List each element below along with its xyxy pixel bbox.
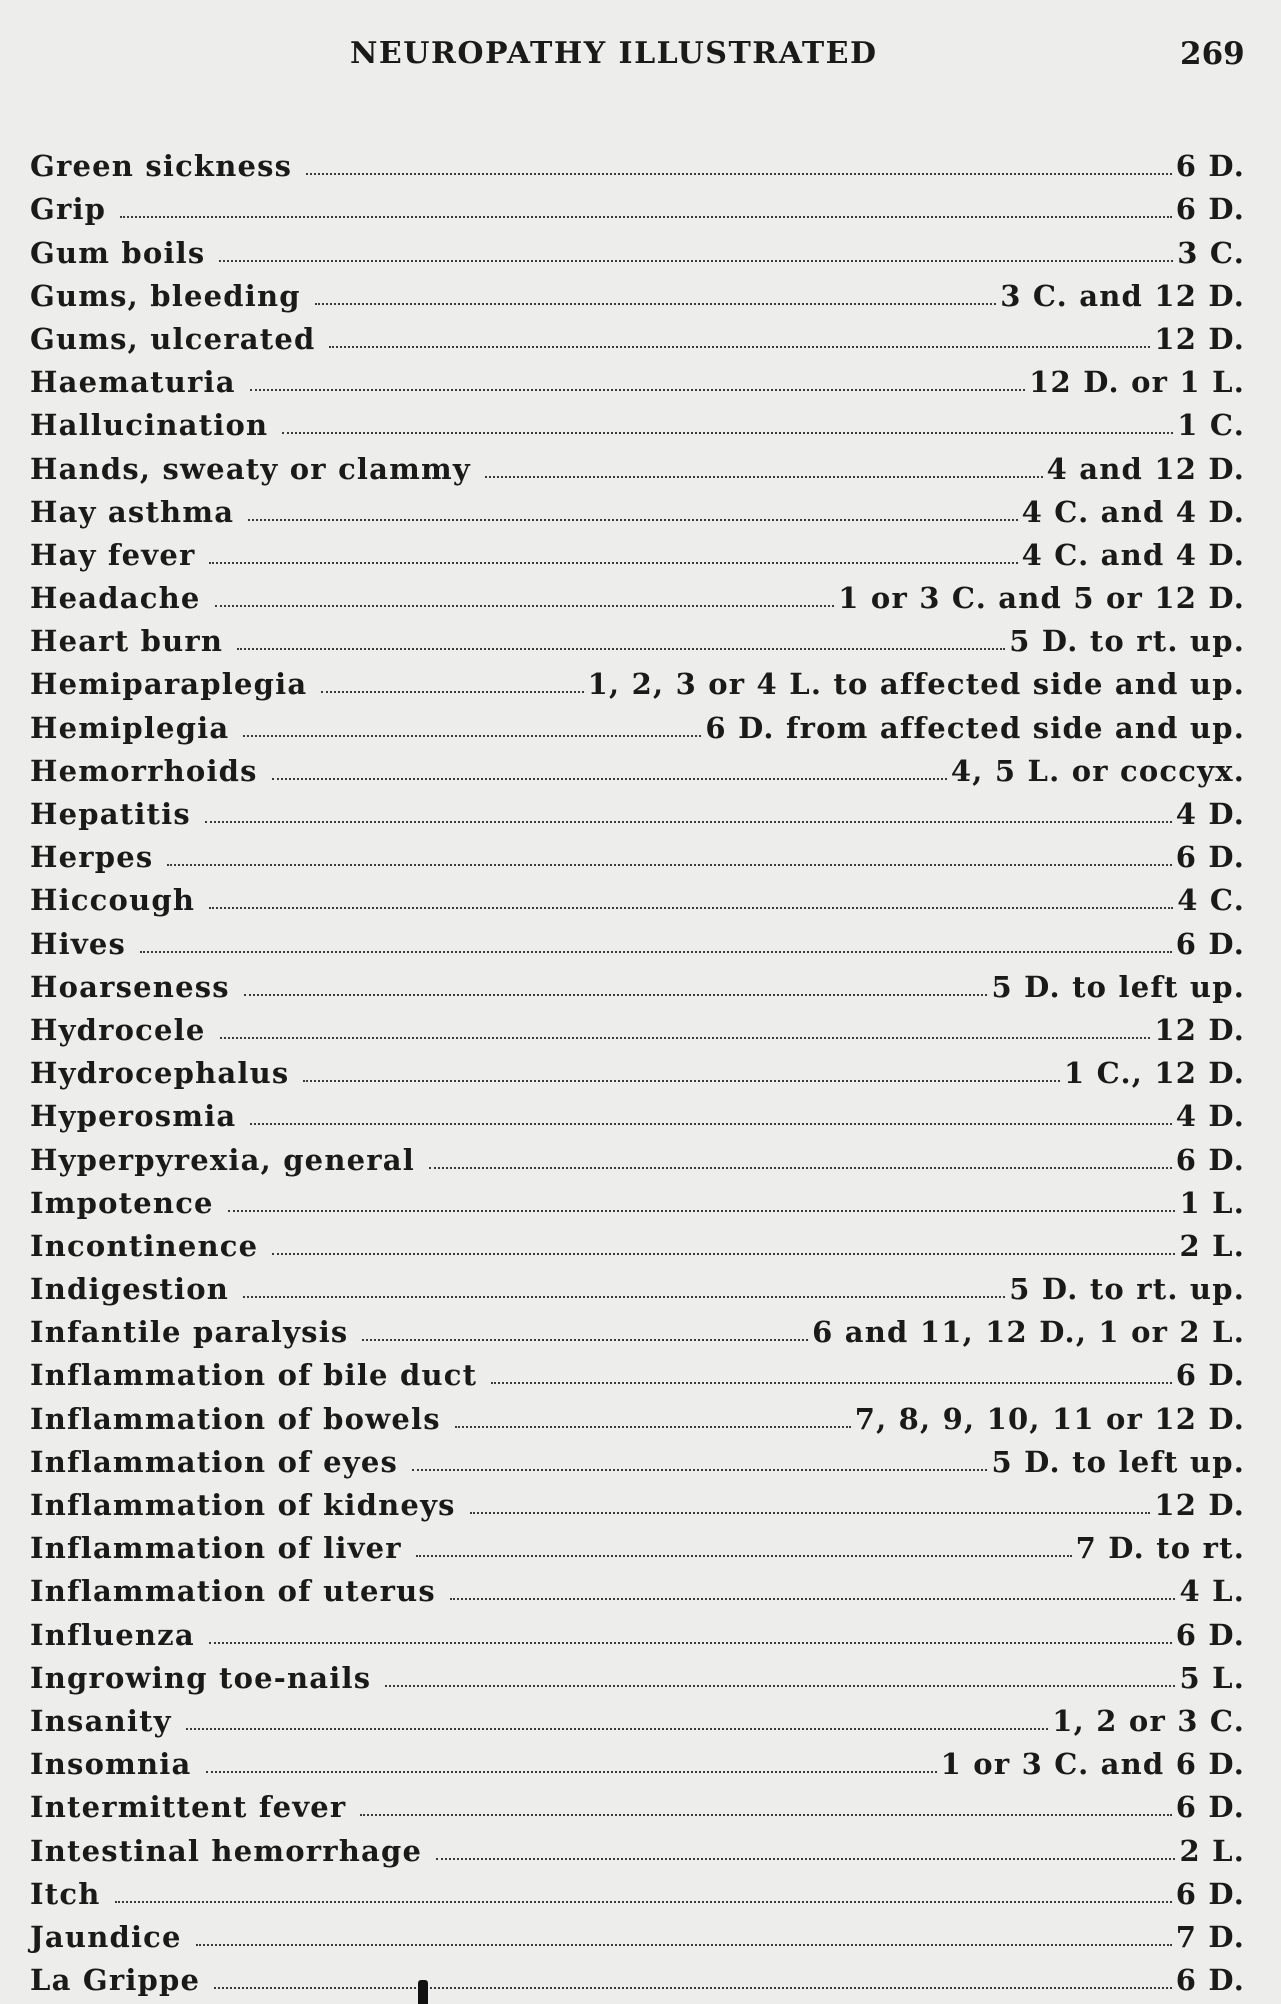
index-entry [30, 1911, 1245, 1954]
entry-term: Impotence [30, 1185, 214, 1220]
entry-treatment: 12 D. [1154, 1012, 1245, 1047]
index-entry [30, 1004, 1245, 1047]
index-entry [30, 140, 1245, 183]
entry-term: Hands, sweaty or clammy [30, 451, 471, 486]
dot-leader [243, 735, 701, 737]
entry-treatment: 7, 8, 9, 10, 11 or 12 D. [854, 1401, 1245, 1436]
entry-term: Inflammation of kidneys [30, 1488, 456, 1522]
entry-treatment: 12 D. or 1 L. [1029, 365, 1245, 400]
entry-treatment: 6 D. [1175, 1142, 1245, 1177]
dot-leader [329, 346, 1150, 348]
dot-leader [306, 173, 1171, 175]
dot-leader [491, 1382, 1171, 1384]
index-entries [30, 140, 1245, 1997]
running-title: NEUROPATHY ILLUSTRATED [350, 36, 878, 71]
index-entry [30, 1522, 1245, 1565]
dot-leader [470, 1512, 1151, 1514]
dot-leader [167, 864, 1171, 866]
entry-treatment: 6 D. [1175, 149, 1245, 184]
entry-treatment: 4 and 12 D. [1046, 451, 1245, 486]
dot-leader [209, 1642, 1172, 1644]
entry-treatment: 5 D. to rt. up. [1009, 624, 1245, 659]
dot-leader [455, 1426, 851, 1428]
index-entry [30, 1868, 1245, 1911]
index-entry [30, 529, 1245, 572]
entry-treatment: 6 D. [1175, 1358, 1245, 1393]
index-entry [30, 1090, 1245, 1133]
dot-leader [248, 519, 1017, 521]
entry-term: Inflammation of uterus [30, 1574, 436, 1609]
entry-term: Inflammation of bowels [30, 1401, 441, 1436]
dot-leader [360, 1814, 1171, 1816]
entry-treatment: 4, 5 L. or coccyx. [950, 753, 1245, 788]
entry-term: Herpes [30, 840, 154, 875]
entry-term: La Grippe [30, 1963, 201, 1998]
index-entry [30, 399, 1245, 442]
entry-treatment: 4 C. and 4 D. [1021, 494, 1245, 529]
index-entry [30, 788, 1245, 831]
entry-term: Green sickness [30, 149, 293, 184]
entry-treatment: 1 or 3 C. and 6 D. [940, 1747, 1245, 1782]
page-header [0, 36, 1281, 76]
dot-leader [237, 648, 1005, 650]
entry-term: Gums, bleeding [30, 278, 301, 313]
dot-leader [120, 216, 1172, 218]
page-number: 269 [1180, 36, 1245, 72]
index-entry [30, 1306, 1245, 1349]
index-entry [30, 1047, 1245, 1090]
dot-leader [282, 432, 1173, 434]
entry-treatment: 2 L. [1179, 1833, 1245, 1868]
index-entry [30, 1220, 1245, 1263]
entry-term: Hydrocephalus [30, 1056, 290, 1091]
index-entry [30, 442, 1245, 485]
index-entry [30, 313, 1245, 356]
dot-leader [485, 476, 1043, 478]
index-entry [30, 1349, 1245, 1392]
index-entry [30, 1652, 1245, 1695]
dot-leader [215, 605, 835, 607]
index-entry [30, 1781, 1245, 1824]
entry-term: Hyperosmia [30, 1099, 237, 1134]
entry-term: Insomnia [30, 1747, 192, 1782]
entry-term: Inflammation of liver [30, 1531, 402, 1566]
dot-leader [272, 1253, 1175, 1255]
dot-leader [385, 1685, 1175, 1687]
dot-leader [228, 1210, 1176, 1212]
entry-treatment: 6 D. from affected side and up. [705, 710, 1245, 745]
dot-leader [243, 1296, 1005, 1298]
entry-term: Inflammation of eyes [30, 1444, 399, 1479]
entry-treatment: 6 D. [1175, 926, 1245, 961]
index-entry [30, 831, 1245, 874]
index-entry [30, 183, 1245, 226]
dot-leader [412, 1469, 987, 1471]
dot-leader [250, 389, 1025, 391]
entry-treatment: 4 D. [1175, 797, 1245, 831]
entry-treatment: 5 D. to left up. [991, 969, 1245, 1004]
entry-term: Hives [30, 926, 127, 961]
index-entry [30, 1824, 1245, 1867]
dot-leader [362, 1339, 808, 1341]
entry-treatment: 7 D. [1175, 1919, 1245, 1954]
index-entry [30, 270, 1245, 313]
entry-term: Hoarseness [30, 969, 230, 1004]
entry-term: Heart burn [30, 624, 224, 659]
entry-term: Hemiparaplegia [30, 667, 308, 702]
entry-term: Gums, ulcerated [30, 321, 316, 356]
dot-leader [315, 303, 997, 305]
entry-term: Inflammation of bile duct [30, 1358, 478, 1393]
index-entry [30, 1177, 1245, 1220]
dot-leader [250, 1123, 1171, 1125]
entry-treatment: 5 D. to rt. up. [1009, 1272, 1245, 1307]
entry-term: Jaundice [30, 1919, 182, 1954]
dot-leader [206, 1771, 937, 1773]
entry-treatment: 4 C. and 4 D. [1021, 537, 1245, 572]
entry-treatment: 6 D. [1175, 192, 1245, 227]
dot-leader [429, 1167, 1172, 1169]
entry-treatment: 3 C. [1177, 235, 1245, 270]
index-entry [30, 1565, 1245, 1608]
entry-treatment: 6 D. [1175, 1963, 1245, 1998]
entry-treatment: 12 D. [1154, 1488, 1245, 1522]
index-entry [30, 1133, 1245, 1176]
index-entry [30, 961, 1245, 1004]
entry-term: Incontinence [30, 1228, 259, 1263]
entry-treatment: 7 D. to rt. [1075, 1531, 1245, 1566]
entry-treatment: 4 C. [1177, 883, 1245, 918]
dot-leader [219, 260, 1173, 262]
dot-leader [303, 1080, 1060, 1082]
entry-treatment: 1 C., 12 D. [1064, 1056, 1245, 1091]
dot-leader [115, 1901, 1172, 1903]
entry-treatment: 3 C. and 12 D. [1000, 278, 1245, 313]
entry-term: Hiccough [30, 883, 196, 918]
entry-term: Intestinal hemorrhage [30, 1833, 423, 1868]
index-entry [30, 1608, 1245, 1651]
entry-term: Influenza [30, 1617, 195, 1652]
entry-treatment: 1, 2 or 3 C. [1052, 1703, 1245, 1738]
entry-treatment: 5 L. [1179, 1660, 1245, 1695]
dot-leader [220, 1037, 1151, 1039]
index-entry [30, 701, 1245, 744]
entry-treatment: 4 D. [1175, 1099, 1245, 1134]
index-entry [30, 874, 1245, 917]
entry-term: Headache [30, 581, 201, 616]
entry-treatment: 4 L. [1179, 1574, 1245, 1609]
index-entry [30, 356, 1245, 399]
entry-term: Ingrowing toe-nails [30, 1660, 372, 1695]
entry-term: Hallucination [30, 408, 269, 443]
dot-leader [436, 1858, 1175, 1860]
dot-leader [140, 951, 1172, 953]
ink-blot [418, 1980, 428, 2004]
index-entry [30, 615, 1245, 658]
entry-term: Hepatitis [30, 797, 191, 831]
dot-leader [209, 907, 1173, 909]
dot-leader [196, 1944, 1172, 1946]
index-entry [30, 226, 1245, 269]
entry-treatment: 1 C. [1177, 408, 1245, 443]
entry-treatment: 6 D. [1175, 1617, 1245, 1652]
entry-treatment: 6 D. [1175, 1876, 1245, 1911]
dot-leader [321, 691, 583, 693]
index-entry [30, 1392, 1245, 1435]
entry-treatment: 6 D. [1175, 1790, 1245, 1825]
index-entry [30, 1479, 1245, 1522]
entry-treatment: 1, 2, 3 or 4 L. to affected side and up. [587, 667, 1245, 702]
index-entry [30, 917, 1245, 960]
index-entry [30, 572, 1245, 615]
entry-treatment: 2 L. [1179, 1228, 1245, 1263]
entry-term: Hemiplegia [30, 710, 230, 745]
dot-leader [450, 1598, 1175, 1600]
entry-term: Infantile paralysis [30, 1315, 349, 1350]
entry-term: Hay fever [30, 537, 196, 572]
entry-treatment: 1 L. [1179, 1185, 1245, 1220]
index-entry [30, 1436, 1245, 1479]
dot-leader [416, 1555, 1072, 1557]
index-entry [30, 1695, 1245, 1738]
entry-treatment: 5 D. to left up. [991, 1444, 1245, 1479]
entry-treatment: 6 and 11, 12 D., 1 or 2 L. [812, 1315, 1245, 1350]
entry-term: Intermittent fever [30, 1790, 347, 1825]
dot-leader [186, 1728, 1049, 1730]
entry-term: Insanity [30, 1703, 172, 1738]
index-entry [30, 486, 1245, 529]
entry-treatment: 1 or 3 C. and 5 or 12 D. [838, 581, 1245, 616]
dot-leader [205, 821, 1172, 823]
index-entry [30, 745, 1245, 788]
entry-treatment: 6 D. [1175, 840, 1245, 875]
dot-leader [272, 778, 947, 780]
entry-term: Hyperpyrexia, general [30, 1142, 415, 1177]
entry-term: Hydrocele [30, 1012, 206, 1047]
index-entry [30, 1738, 1245, 1781]
index-entry [30, 1263, 1245, 1306]
dot-leader [209, 562, 1017, 564]
entry-term: Haematuria [30, 365, 236, 400]
entry-term: Gum boils [30, 235, 206, 270]
dot-leader [214, 1987, 1172, 1989]
index-entry [30, 658, 1245, 701]
entry-term: Itch [30, 1876, 101, 1911]
entry-term: Hemorrhoids [30, 753, 258, 788]
entry-term: Indigestion [30, 1272, 230, 1307]
index-entry [30, 1954, 1245, 1997]
entry-term: Grip [30, 192, 107, 227]
dot-leader [244, 994, 988, 996]
entry-treatment: 12 D. [1154, 321, 1245, 356]
entry-term: Hay asthma [30, 494, 235, 529]
